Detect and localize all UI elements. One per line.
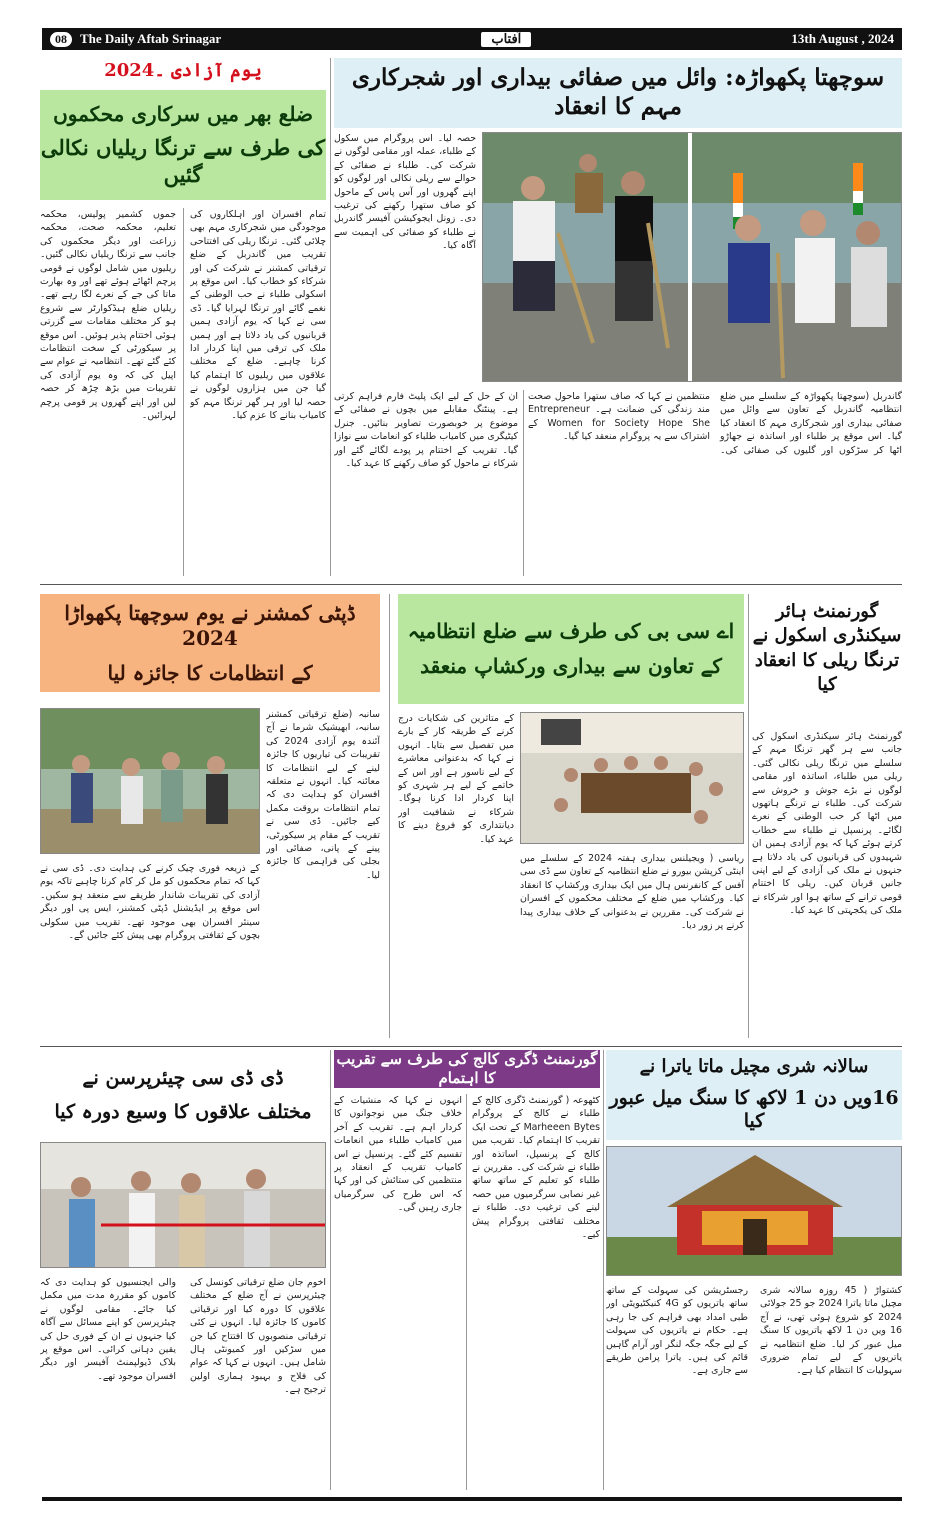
paper-name: The Daily Aftab Srinagar bbox=[80, 31, 222, 46]
story3-headline bbox=[40, 594, 380, 692]
bottom-rule bbox=[42, 1497, 902, 1501]
independence-day-label: یوم آزادی ۔2024 bbox=[104, 60, 262, 81]
page-number: 08 bbox=[50, 32, 72, 47]
column-divider bbox=[523, 390, 524, 576]
story2-headline: سوچھتا پکھواڑہ: وائل میں صفائی بیداری اور شجرکاری مہم کا انعقاد bbox=[334, 58, 902, 128]
story2-column-c: ان کے حل کے لیے ایک پلیٹ فارم فراہم کرتی ہے۔ پینٹنگ مقابلے میں بچوں نے صفائی کے موضوع پر خوبصورت تصاویر بنائیں۔ جنرل کیٹیگری میں کامیاب طلباء کو انعامات سے نوازا گیا۔ تقریب کے اختتام پر پودے لگائے گئے اور شرکاء نے ماحول کو صاف رکھنے کا عہد کیا۔ bbox=[334, 391, 518, 470]
column-divider bbox=[603, 1050, 604, 1490]
column-divider bbox=[748, 594, 749, 1038]
story6-headline-line2: مختلف علاقوں کا وسیع دورہ کیا bbox=[54, 1101, 312, 1123]
column-divider bbox=[183, 208, 184, 576]
story5-body: گورنمنٹ ہائر سیکنڈری اسکول کی جانب سے ہر گھر ترنگا مہم کے سلسلے میں ترنگا ریلی نکالی گئی۔ ریلی میں طلباء، اساتذہ اور مقامی لوگوں نے بڑے جوش و خروش سے شرکت کی۔ طلباء نے ترنگے ہاتھوں میں اٹھا کر حب الوطنی کے نعرے لگائے۔ پرنسپل نے طلباء سے خطاب کرتے ہوئے کہا کہ یوم آزادی ہمیں ان شہیدوں کی قربانیوں کی یاد دلاتا ہے جنہوں نے ملک کی آزادی کے لیے اپنی جانیں قربان کیں۔ ریلی کا اختتام قومی ترانے کے ساتھ ہوا اور شرکاء نے ملک کی یکجہتی کا عہد کیا۔ bbox=[752, 731, 902, 917]
story1-headline-line2: کی طرف سے ترنگا ریلیاں نکالی گئیں bbox=[40, 135, 326, 187]
story6-headline bbox=[40, 1054, 326, 1138]
section-divider bbox=[40, 584, 902, 585]
dc-inspection-photo bbox=[40, 708, 260, 854]
story6-headline-line1: ڈی ڈی سی چیئرپرسن نے bbox=[82, 1067, 284, 1090]
story1-column-left: جموں کشمیر پولیس، محکمہ تعلیم، محکمہ صحت، محکمہ زراعت اور دیگر محکموں کی جانب سے ترنگا ریلیاں نکالی گئیں۔ ریلیوں میں شامل لوگوں نے قومی پرچم اٹھائے ہوئے تھے اور وہ بھارت ماتا کی جے کے نعرے لگا رہے تھے۔ ریلیاں ضلع ہیڈکوارٹر سے شروع ہو کر مختلف مقامات سے گزرتی ہوئی اختتام پذیر ہوئیں۔ اس موقع پر سیکورٹی کے سخت انتظامات کئے گئے تھے۔ انتظامیہ نے عوام سے اپیل کی کہ وہ یوم آزادی کی تقریبات میں بڑھ چڑھ کر حصہ لیں اور اپنے گھروں پر قومی پرچم لہرائیں۔ bbox=[40, 209, 176, 422]
workshop-photo bbox=[520, 712, 744, 844]
story4-headline-line1: اے سی بی کی طرف سے ضلع انتظامیہ bbox=[407, 619, 735, 643]
issue-date: 13th August , 2024 bbox=[791, 31, 894, 46]
story4-column-right: ریاسی ( ویجیلنس بیداری ہفتہ 2024 کے سلسلے میں اینٹی کرپشن بیورو نے ضلع انتظامیہ کے تعاون سے ڈی سی آفس کے کانفرنس ہال میں ایک بیداری ورکشاپ کا انعقاد کیا۔ ورکشاپ میں ضلع کے مختلف محکموں کے افسران نے شرکت کی۔ مقررین نے بدعنوانی کے خلاف بیداری پیدا کرنے پر زور دیا۔ bbox=[520, 853, 744, 932]
story3-column-left: کے ذریعہ فوری چیک کرنے کی ہدایت دی۔ ڈی سی نے کہا کہ تمام محکموں کو مل کر کام کرنا چاہیے تاکہ یوم آزادی کی تقریبات شاندار طریقے سے منعقد ہو سکیں۔ اس موقع پر ایڈیشنل ڈپٹی کمشنر، ایس پی اور دیگر سینئر افسران بھی موجود تھے۔ تقریب میں سکولی بچوں کے ثقافتی پروگرام بھی پیش کئے جائیں گے۔ bbox=[40, 863, 260, 942]
story4-headline-line2: کے تعاون سے بیداری ورکشاپ منعقد bbox=[420, 654, 722, 678]
story1-column-right: تمام افسران اور اہلکاروں کی موجودگی میں شجرکاری مہم بھی چلائی گئی۔ ترنگا ریلی کی افتتاحی تقریب میں گاندربل کے ضلع ترقیاتی کمشنر نے شرکت کی اور شرکاء کو خطاب کیا۔ اس موقع پر اسکولی طلباء نے حب الوطنی کے نغمے گائے اور ترنگا لہرایا گیا۔ ڈی سی نے کہا کہ یوم آزادی ہمیں قربانیوں کی یاد دلاتا ہے اور ہمیں ملک کی ترقی میں اپنا کردار ادا کرنا چاہیے۔ ضلع کے مختلف علاقوں میں ریلیوں کا اہتمام کیا گیا جن میں ہزاروں لوگوں نے حصہ لیا اور ہر گھر ترنگا مہم کو کامیاب بنانے کا عزم کیا۔ bbox=[190, 209, 326, 422]
story6-column-left: والی ایجنسیوں کو ہدایت دی کہ کاموں کو مقررہ مدت میں مکمل کیا جائے۔ مقامی لوگوں نے چیئرپرسن کو اپنے مسائل سے آگاہ کیا جنہوں نے ان کے فوری حل کی یقین دہانی کرائی۔ اس موقع پر بلاک ڈیولپمنٹ آفیسر اور دیگر افسران موجود تھے۔ bbox=[40, 1277, 176, 1382]
column-divider bbox=[330, 58, 331, 576]
temple-photo bbox=[606, 1146, 902, 1276]
story6-column-right: اخوم جان ضلع ترقیاتی کونسل کی چیئرپرسن نے آج ضلع کے مختلف علاقوں کا دورہ کیا اور ترقیاتی کاموں کا جائزہ لیا۔ انہوں نے کئی ترقیاتی منصوبوں کا افتتاح کیا جن میں سڑکیں اور کمیونٹی ہال شامل ہیں۔ انہوں نے کہا کہ عوام کی فلاح و بہبود ہماری اولین ترجیح ہے۔ bbox=[190, 1277, 326, 1396]
story1-headline bbox=[40, 90, 326, 200]
story8-headline bbox=[606, 1050, 902, 1140]
story8-headline-line2: 16ویں دن 1 لاکھ کا سنگ میل عبور کیا bbox=[609, 1086, 899, 1133]
section-divider bbox=[40, 1046, 902, 1047]
ribbon-cutting-photo bbox=[40, 1142, 326, 1268]
cleanliness-drive-photo bbox=[482, 132, 902, 382]
story3-headline-line1: ڈپٹی کمشنر نے یوم سوچھتا پکھواڑا 2024 bbox=[64, 600, 356, 650]
story5-headline: گورنمنٹ ہائر سیکنڈری اسکول نے ترنگا ریلی کا انعقاد کیا bbox=[752, 601, 902, 695]
story7-column-right: کٹھوعہ ( گورنمنٹ ڈگری کالج کے طلباء نے کالج کے پروگرام Marheeen Bytes کے تحت ایک تقریب کا اہتمام کیا۔ تقریب میں کالج کے پرنسپل، اساتذہ اور طلباء نے شرکت کی۔ مقررین نے طلباء کو تعلیم کے ساتھ ساتھ غیر نصابی سرگرمیوں میں حصہ لینے کی ترغیب دی۔ طلباء نے مختلف ثقافتی پروگرام پیش کیے۔ bbox=[472, 1095, 600, 1241]
story4-headline bbox=[398, 594, 744, 704]
story2-column-a: حصہ لیا۔ اس پروگرام میں سکول کے طلباء، عملہ اور مقامی لوگوں نے شرکت کی۔ طلباء نے صفائی کے حوالے سے ریلی نکالی اور لوگوں کو اپنے گھروں اور آس پاس کے ماحول کو صاف ستھرا رکھنے کی ترغیب دی۔ زونل ایجوکیشن آفیسر گاندربل نے طلباء کو صفائی کی اہمیت سے آگاہ کیا۔ bbox=[334, 133, 476, 252]
story8-headline-line1: سالانہ شری مچیل ماتا یاترا نے bbox=[639, 1056, 869, 1077]
story8-column-right: کشتواڑ ( 45 روزہ سالانہ شری مچیل ماتا یاترا 2024 جو 25 جولائی 2024 کو شروع ہوئی تھی، نے آج 16 ویں دن 1 لاکھ یاتریوں کا سنگ میل عبور کر لیا۔ ضلع انتظامیہ نے یاتریوں کے لیے تمام ضروری سہولیات کا انتظام کیا ہے۔ bbox=[760, 1285, 902, 1377]
temple-illustration bbox=[607, 1147, 902, 1276]
workshop-illustration bbox=[521, 713, 744, 844]
story3-headline-line2: کے انتظامات کا جائزہ لیا bbox=[107, 660, 313, 685]
story2-column-b: گاندربل (سوچھتا پکھواڑہ کے سلسلے میں ضلع انتظامیہ گاندربل کے تعاون سے وائل میں صفائی بیداری اور شجرکاری مہم کا انعقاد کیا گیا۔ اس موقع پر طلباء اور اساتذہ نے جھاڑو اٹھا کر سڑکوں اور گلیوں کی صفائی کی۔ منتظمین نے کہا کہ صاف ستھرا ماحول صحت مند زندگی کی ضمانت ہے۔ Entrepreneur Women for Society Hope She کے اشتراک سے یہ پروگرام منعقد کیا گیا۔ bbox=[528, 391, 902, 456]
story8-column-left: رجسٹریشن کی سہولت کے ساتھ ساتھ یاتریوں کو 4G کنیکٹیویٹی اور طبی امداد بھی فراہم کی جا رہی ہے۔ حکام نے یاتریوں کی سہولت کے لیے جگہ جگہ لنگر اور آرام گاہیں قائم کی ہیں۔ یاترا پرامن طریقے سے جاری ہے۔ bbox=[606, 1285, 748, 1377]
story1-headline-line1: ضلع بھر میں سرکاری محکموں bbox=[53, 102, 313, 127]
story7-headline: گورنمنٹ ڈگری کالج کی طرف سے تقریب کا اہتمام bbox=[334, 1050, 600, 1088]
newspaper-logo: آفتاب bbox=[480, 31, 532, 48]
column-divider bbox=[389, 594, 390, 1038]
story4-column-left: کے متاثرین کی شکایات درج کرنے کے طریقہ کار کے بارے میں تفصیل سے بتایا۔ انہوں نے کہا کہ بدعنوانی معاشرے کے لیے ناسور ہے اور اس کے خاتمے کے لیے ہر شہری کو اپنا کردار ادا کرنا ہوگا۔ شرکاء نے شفافیت اور دیانتداری کو فروغ دینے کا عہد کیا۔ bbox=[398, 713, 514, 845]
dc-inspection-illustration bbox=[41, 709, 260, 854]
cleanliness-drive-illustration bbox=[483, 133, 902, 382]
story3-column-right: سانبہ (ضلع ترقیاتی کمشنر سانبہ، ابھیشیک شرما نے آج آئندہ یوم آزادی 2024 کی تقریبات کی تیاریوں کا جائزہ لینے کے لیے انتظامات کا معائنہ کیا۔ انہوں نے متعلقہ افسران کو ہدایت دی کہ تمام انتظامات بروقت مکمل کیے جائیں۔ ڈی سی نے تقریب کے مقام پر سیکورٹی، پینے کے پانی، صفائی اور بجلی کی فراہمی کا جائزہ لیا۔ bbox=[266, 709, 380, 881]
story7-column-left: انہوں نے کہا کہ منشیات کے خلاف جنگ میں نوجوانوں کا کردار اہم ہے۔ تقریب کے آخر میں کامیاب طلباء میں انعامات تقسیم کئے گئے۔ پرنسپل نے اس کامیاب تقریب کے انعقاد پر منتظمین کی ستائش کی اور کہا کہ اس طرح کی سرگرمیاں جاری رہیں گی۔ bbox=[334, 1095, 462, 1214]
column-divider bbox=[466, 1094, 467, 1490]
masthead-bar bbox=[42, 28, 902, 50]
column-divider bbox=[330, 1050, 331, 1490]
ribbon-cutting-illustration bbox=[41, 1143, 326, 1268]
